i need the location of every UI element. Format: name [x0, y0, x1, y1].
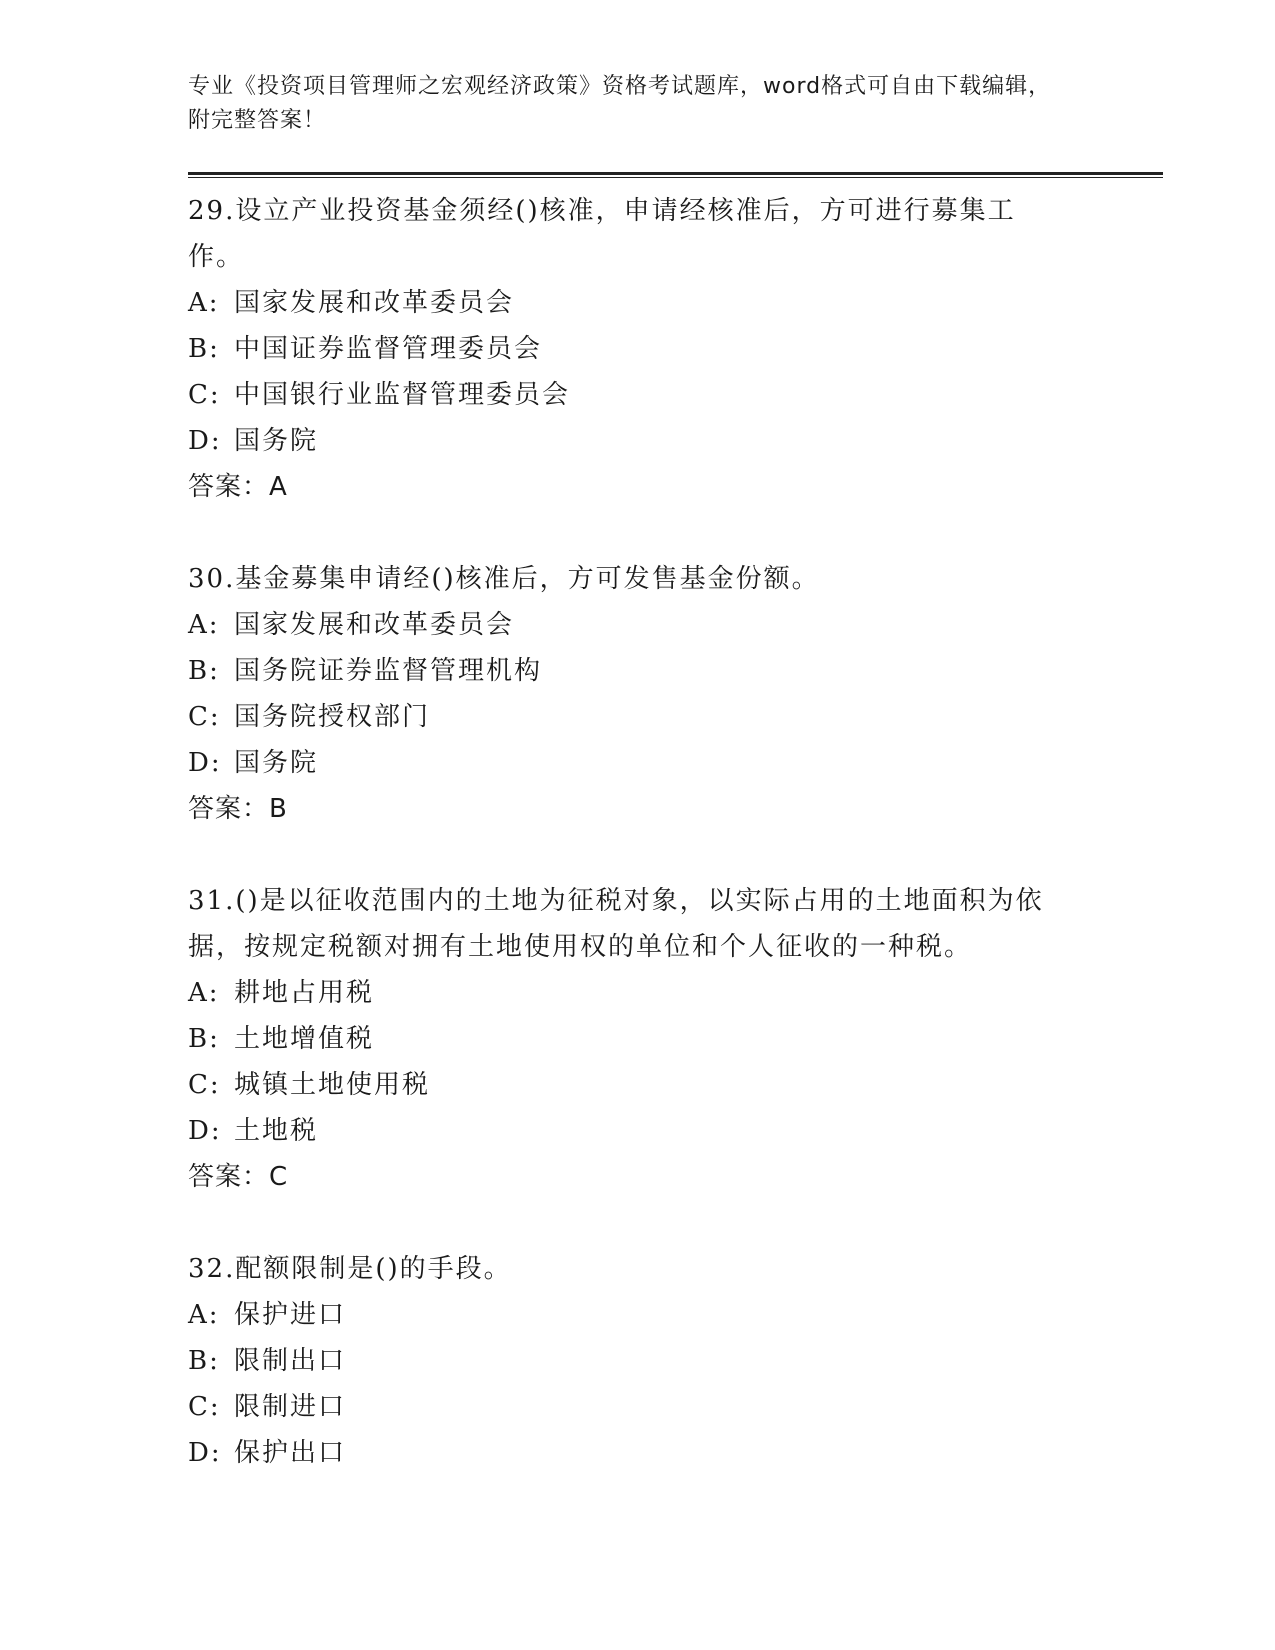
option-c — [188, 372, 1088, 418]
option-text: 耕地占用税 — [234, 978, 375, 1008]
option-c — [188, 1062, 1088, 1108]
question-29 — [188, 188, 1088, 510]
option-text: 城镇土地使用税 — [234, 1070, 431, 1100]
option-c — [188, 1384, 1088, 1430]
option-letter: C: — [188, 380, 221, 410]
option-letter: D: — [188, 1116, 222, 1146]
header-divider — [188, 172, 1163, 178]
option-a — [188, 1292, 1088, 1338]
option-letter: B: — [188, 656, 220, 686]
option-d — [188, 1430, 1088, 1476]
option-text: 土地税 — [234, 1116, 319, 1146]
answer-line: 答案：C — [188, 1162, 289, 1192]
option-d — [188, 418, 1088, 464]
answer-line: 答案：A — [188, 472, 288, 502]
option-letter: D: — [188, 426, 222, 456]
option-letter: C: — [188, 1392, 221, 1422]
option-text: 国务院证券监督管理机构 — [234, 656, 543, 686]
option-text: 中国银行业监督管理委员会 — [234, 380, 571, 410]
option-text: 国务院 — [234, 426, 319, 456]
option-a — [188, 280, 1088, 326]
document-header: 专业《投资项目管理师之宏观经济政策》资格考试题库，word格式可自由下载编辑，附完整答案！ — [188, 74, 1052, 133]
option-text: 中国证券监督管理委员会 — [234, 334, 543, 364]
question-30 — [188, 556, 1088, 832]
option-letter: D: — [188, 748, 222, 778]
question-stem: 30.基金募集申请经()核准后，方可发售基金份额。 — [188, 564, 820, 594]
option-c — [188, 694, 1088, 740]
option-letter: C: — [188, 702, 221, 732]
option-letter: D: — [188, 1438, 222, 1468]
option-letter: B: — [188, 1024, 220, 1054]
option-text: 土地增值税 — [234, 1024, 375, 1054]
document-page — [188, 70, 1088, 1476]
option-a — [188, 602, 1088, 648]
option-b — [188, 1016, 1088, 1062]
option-b — [188, 1338, 1088, 1384]
option-letter: A: — [188, 1300, 220, 1330]
option-b — [188, 326, 1088, 372]
option-letter: A: — [188, 978, 220, 1008]
option-b — [188, 648, 1088, 694]
option-text: 国家发展和改革委员会 — [234, 610, 515, 640]
option-d — [188, 740, 1088, 786]
option-letter: C: — [188, 1070, 221, 1100]
option-letter: B: — [188, 334, 220, 364]
option-letter: A: — [188, 610, 220, 640]
option-letter: B: — [188, 1346, 220, 1376]
option-text: 国务院 — [234, 748, 319, 778]
option-a — [188, 970, 1088, 1016]
option-text: 限制出口 — [234, 1346, 347, 1376]
question-32 — [188, 1246, 1088, 1476]
answer-line: 答案：B — [188, 794, 288, 824]
option-letter: A: — [188, 288, 220, 318]
option-text: 限制进口 — [234, 1392, 347, 1422]
option-text: 国家发展和改革委员会 — [234, 288, 515, 318]
question-stem: 31.()是以征收范围内的土地为征税对象，以实际占用的土地面积为依据，按规定税额对拥有土地使用权的单位和个人征收的一种税。 — [188, 886, 1044, 962]
question-stem: 32.配额限制是()的手段。 — [188, 1254, 512, 1284]
option-text: 国务院授权部门 — [234, 702, 431, 732]
option-text: 保护出口 — [234, 1438, 347, 1468]
option-d — [188, 1108, 1088, 1154]
question-stem: 29.设立产业投资基金须经()核准，申请经核准后，方可进行募集工作。 — [188, 196, 1016, 272]
option-text: 保护进口 — [234, 1300, 347, 1330]
question-31 — [188, 878, 1088, 1200]
